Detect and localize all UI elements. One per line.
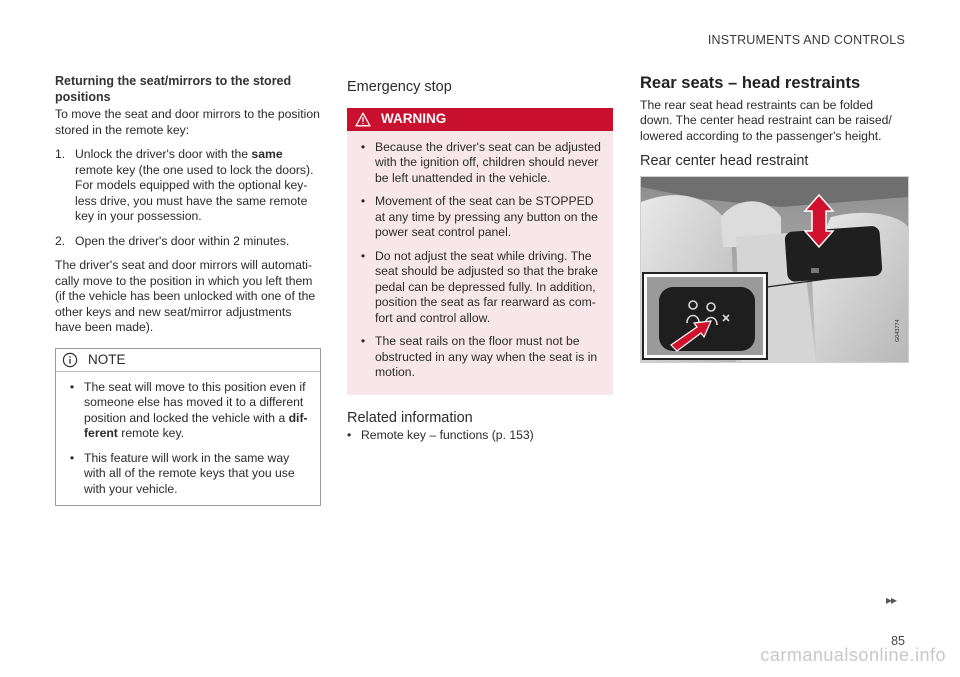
column-emergency-stop [347,74,613,453]
bullet-dot: • [360,334,366,348]
bullet-dot: • [360,139,366,154]
step-text: Unlock the driver's door with the same remote key (the one used to lock the doors). For models equipped with the optional key-less drive, you must have the same remote key in your possession. [75,147,314,223]
rear-center-head-restraint-heading: Rear center head restraint [640,153,809,169]
bullet-dot: • [69,379,75,394]
warning-bullet [351,194,603,241]
warning-text: Because the driver's seat can be adjusted with the ignition off, children should never be left unattended in the vehicle. [375,139,601,185]
warning-body [347,131,613,391]
bullet-dot: • [347,428,352,442]
related-information-heading: Related information [347,409,473,426]
warning-text: Do not adjust the seat while driving. The seat should be adjusted so that the brake pedal can be depressed fully. In addition, position the seat as far rearward as com-fort and control allow. [375,248,598,325]
intro-text: To move the seat and door mirrors to the position stored in the remote key: [55,107,320,137]
step-item [55,234,321,250]
column-seat-memory [55,74,321,506]
step-text: Open the driver's door within 2 minutes. [75,233,290,248]
head-restraint-illustration [640,176,909,363]
bullet-dot: • [360,248,366,263]
figure-code: G043774 [895,318,901,342]
step-item [55,147,321,225]
section-heading-emergency-stop: Emergency stop [347,79,452,95]
note-bullet [56,451,320,498]
warning-bullet [351,140,603,187]
warning-triangle-icon [355,112,371,127]
warning-text: Movement of the seat can be STOPPED at any time by pressing any button on the power seat control panel. [375,194,598,239]
step-number: 2. [55,233,66,248]
warning-text: The seat rails on the floor must not be obstructed in any way when the seat is in motion. [375,334,598,379]
note-text: The seat will move to this position even if someone else has moved it to a different position and locked the vehicle with a dif-ferent remote key. [84,379,308,440]
step-number: 1. [55,147,66,161]
steps-list [55,147,321,249]
note-header [56,349,320,372]
column-rear-head-restraints [640,74,907,363]
related-link[interactable]: Remote key – functions (p. 153) [361,428,534,442]
warning-title: WARNING [381,111,447,127]
warning-bullet [351,334,603,381]
related-item [347,428,613,444]
info-icon [62,352,78,368]
page-header-section: INSTRUMENTS AND CONTROLS [707,33,905,47]
center-head-restraint [784,225,882,282]
bullet-dot: • [360,194,366,208]
note-bullet [56,380,320,442]
rear-seats-paragraph: The rear seat head restraints can be folded down. The center head restraint can be raised/ lowered according to the passenger's height. [640,97,892,143]
section-heading-return-positions: Returning the seat/mirrors to the stored positions [55,74,292,104]
car-interior-image [641,177,908,362]
note-title: NOTE [88,351,126,367]
next-page-arrow-icon[interactable]: ▸▸ [885,593,896,607]
release-button [811,268,819,273]
warning-box [347,108,613,395]
warning-header [347,108,613,131]
note-box [55,348,321,507]
warning-bullet [351,249,603,327]
section-heading-rear-seats: Rear seats – head restraints [640,74,861,92]
auto-move-paragraph: The driver's seat and door mirrors will automati-cally move to the position in which you left them (if the vehicle has been unlocked with one of the other keys and new seat/mirror adjustments have been made). [55,258,316,334]
note-text: This feature will work in the same way with all of the remote keys that you use with your vehicle. [84,450,295,496]
bullet-dot: • [69,450,75,465]
page-number: 85 [891,634,905,648]
watermark: carmanualsonline.info [760,645,946,665]
